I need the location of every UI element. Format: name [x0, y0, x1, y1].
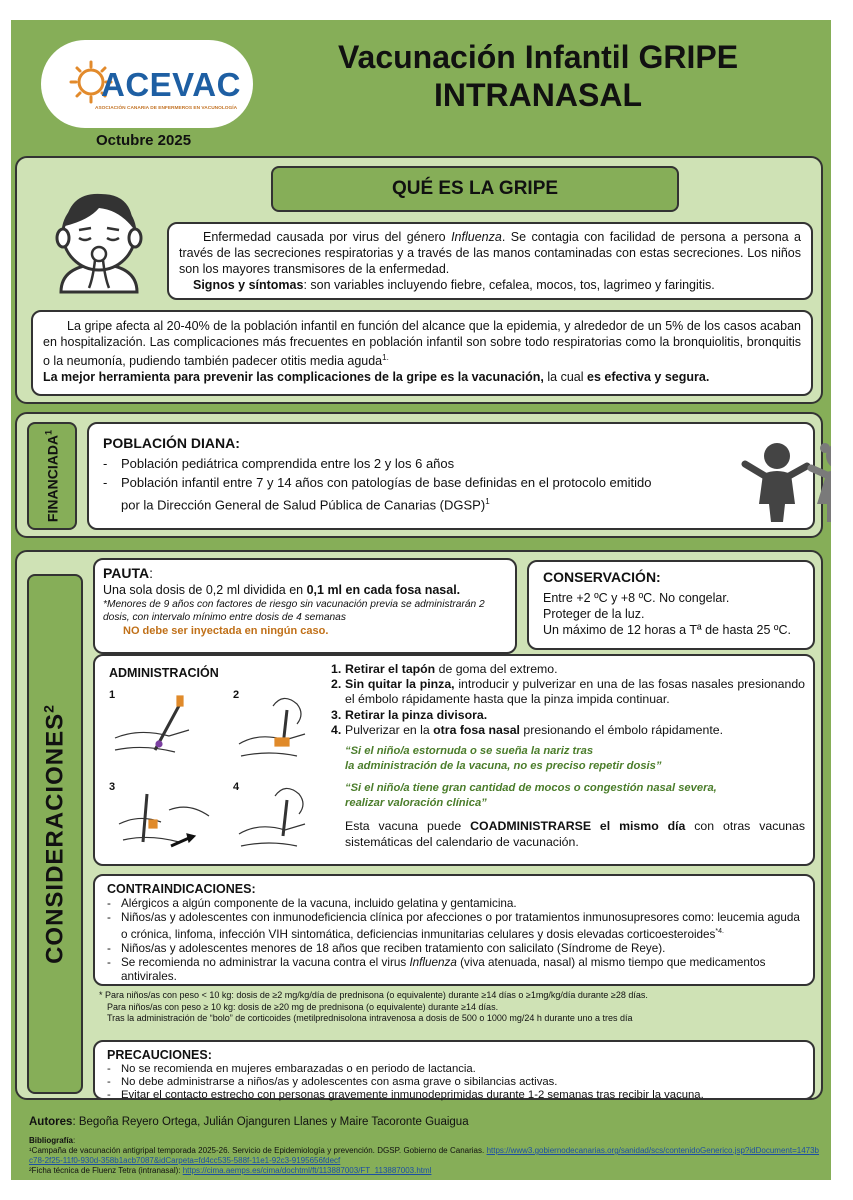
conservacion-heading: CONSERVACIÓN: [543, 569, 661, 585]
step-bold: Retirar la pinza divisora. [345, 707, 488, 722]
poblacion-diana-card [87, 422, 815, 530]
step-2 [331, 677, 805, 707]
footnote-ref: *4. [715, 928, 724, 935]
poster [11, 20, 831, 1180]
step-bold: Retirar el tapón [345, 662, 436, 676]
logo-name: ACEVAC [101, 66, 241, 103]
list-item-text: Se recomienda no administrar la vacuna contra el virus [121, 955, 410, 969]
poster-title [279, 38, 797, 114]
conservacion-line: Proteger de la luz. [543, 607, 645, 621]
list-item-text: Niños/as y adolescentes con inmunodeficiencia clínica por afecciones o por tratamientos inmunosupresores como: leucemia aguda o crónica, linfoma, infección VIH sintomática, deficiencias inmunitarias celulares y dosis elevadas corticoesteroides [121, 911, 800, 941]
sick-child-icon [49, 184, 149, 296]
acevac-logo [41, 40, 253, 128]
pauta-heading [103, 564, 507, 582]
signs-label: Signos y síntomas [193, 278, 304, 292]
title-line-1: Vacunación Infantil GRIPE [337, 39, 739, 75]
list-item-text: No debe administrarse a niños/as y adolescentes con asma grave o sibilancias activas. [121, 1076, 558, 1088]
pauta-text-a: Una sola dosis de 0,2 ml dividida en [103, 583, 307, 597]
step-1 [331, 662, 805, 677]
section-que-es-la-gripe [15, 156, 823, 404]
epidemiology-card [31, 310, 813, 396]
step-3 [331, 708, 805, 723]
nasal-spray-steps-illustration [109, 684, 319, 860]
step-bold: Sin quitar la pinza, [345, 677, 455, 692]
figure-label-2: 2 [233, 689, 240, 701]
authors [29, 1116, 469, 1128]
footnote-ref: 1 [43, 429, 54, 435]
pauta-colon: : [149, 565, 154, 581]
pauta-card [93, 558, 517, 654]
definition-text-cont: . Se contagia con facilidad de persona a persona a través de las secreciones respiratorias y a través de las manos contaminadas con estas secreciones. Los niños son los mayores transmisores de la enfermedad. [179, 230, 801, 276]
precauciones-heading: PRECAUCIONES: [107, 1048, 212, 1062]
quote-line: “Si el niño/a tiene gran cantidad de mocos o congestión nasal severa, [345, 782, 717, 795]
figure-label-4: 4 [233, 781, 240, 793]
figure-label-3: 3 [109, 781, 116, 793]
list-item-text: Población infantil entre 7 y 14 años con patologías de base definidas en el protocolo emitido por la Dirección General de Salud Pública de Canarias (DGSP) [121, 475, 652, 513]
step-number: 3. [331, 707, 342, 722]
step-text-pre: Pulverizar en la [345, 722, 434, 737]
date: Octubre 2025 [96, 132, 192, 149]
list-item: - Alérgicos a algún componente de la vacuna, incluido gelatina y gentamicina. [107, 897, 517, 910]
list-item: - No se recomienda en mujeres embarazadas o en periodo de lactancia. [107, 1063, 476, 1075]
step-4 [331, 723, 805, 738]
list-item: - Población pediátrica comprendida entre los 2 y los 6 años [103, 456, 455, 471]
reference-text: ²Ficha técnica de Fluenz Tetra (intranasal): [29, 1166, 183, 1175]
quote-line: la administración de la vacuna, no es preciso repetir dosis” [345, 759, 662, 772]
conservacion-line: Entre +2 ºC y +8 ºC. No congelar. [543, 591, 730, 605]
pauta-heading-text: PAUTA [103, 565, 150, 581]
list-item: - Se recomienda no administrar la vacuna contra el virus Influenza (viva atenuada, nasal) al mismo tiempo que medicamentos antivirales. [107, 955, 766, 983]
list-item: - Evitar el contacto estrecho con personas gravemente inmunodeprimidas durante 1-2 semanas tras recibir la vacuna. [107, 1089, 704, 1101]
epidemiology-text: La gripe afecta al 20-40% de la población infantil en función del alcance que la epidemia, y alrededor de un 5% de los casos acaban en hospitalización. Las complicaciones más frecuentes en población infantil son sobre todo respiratorias como la bronquiolitis, bronquitis o la neumonía, pudiendo también padecer otitis media aguda [43, 319, 801, 369]
prevention-bold-2: es efectiva y segura. [587, 370, 710, 385]
injection-warning: NO debe ser inyectada en ningún caso. [123, 625, 329, 637]
reference-text: ¹Campaña de vacunación antigripal temporada 2025-26. Servicio de Epidemiología y prevención. DGSP. Gobierno de Canarias. [29, 1146, 487, 1155]
list-item-text: Alérgicos a algún componente de la vacuna, incluido gelatina y gentamicina. [121, 897, 517, 910]
financiada-label [44, 430, 61, 522]
list-item-text: No se recomienda en mujeres embarazadas o en periodo de lactancia. [121, 1063, 476, 1075]
consideraciones-tab [27, 574, 83, 1094]
conservacion-card [527, 560, 815, 650]
quote-sneeze [331, 744, 805, 773]
note-line: Tras la administración de “bolo” de corticoides (metilprednisolona intravenosa a dosis de 500 o 1000 mg/24 h durante uno a tres día [107, 1013, 633, 1023]
coadmin-text-a: Esta vacuna puede [345, 819, 471, 834]
step-number: 1. [331, 662, 342, 676]
poblacion-diana-heading: POBLACIÓN DIANA: [103, 435, 240, 451]
corticoid-notes [99, 990, 799, 1025]
pauta-text-bold: 0,1 ml en cada fosa nasal. [306, 583, 461, 597]
quote-congestion [331, 781, 805, 810]
prevention-bold: La mejor herramienta para prevenir las complicaciones de la gripe es la vacunación, [43, 370, 544, 385]
contraindicaciones-heading: CONTRAINDICACIONES: [107, 882, 256, 896]
list-item: - No debe administrarse a niños/as y adolescentes con asma grave o sibilancias activas. [107, 1076, 558, 1088]
signs-paragraph [179, 277, 801, 293]
logo-subtitle: ASOCIACIÓN CANARIA DE ENFERMEROS EN VACUNOLOGÍA [95, 106, 238, 111]
conservacion-line: Un máximo de 12 horas a Tª de hasta 25 ºC. [543, 623, 791, 637]
reference-link[interactable]: https://www3.gobiernodecanarias.org/sanidad/scs/contenidoGenerico.jsp?idDocument=1473bc78-2f25-11f0-930d-358b1acb7087&idCarpeta=fd4cc535-588f-11e1-92c3-9195656fdecf [29, 1146, 819, 1165]
step-text: introducir y pulverizar en una de las fosas nasales presionando el émbolo rápidamente hasta que la pinza impida continuar. [345, 677, 806, 707]
reference-1 [29, 1146, 819, 1166]
step-text: de goma del extremo. [435, 662, 558, 676]
step-text: presionando el émbolo rápidamente. [519, 722, 723, 737]
influenza-italic: Influenza [451, 230, 502, 244]
precauciones-card [93, 1040, 815, 1100]
pauta-text [103, 582, 507, 598]
list-item-text: Población pediátrica comprendida entre los 2 y los 6 años [121, 456, 455, 471]
step-number: 4. [331, 722, 342, 737]
coadmin-text-b: con otras vacunas sistemáticas del calendario de vacunación. [345, 819, 806, 850]
section-financiada [15, 412, 823, 538]
epidemiology-paragraph [43, 318, 801, 369]
coadmin-bold: COADMINISTRARSE el mismo día [470, 819, 686, 834]
note-line: * Para niños/as con peso < 10 kg: dosis de ≥2 mg/kg/día de prednisona (o equivalente) durante ≥14 días o ≥1mg/kg/día durante ≥28 días. [99, 990, 648, 1000]
authors-text: : Begoña Reyero Ortega, Julián Ojanguren Llanes y Maire Tacoronte Guaigua [72, 1116, 469, 1128]
bibliography-colon: : [73, 1136, 76, 1145]
list-item-text-cont: (viva atenuada, nasal) al mismo tiempo que medicamentos antivirales. [121, 955, 766, 983]
title-line-2: INTRANASAL [434, 77, 642, 113]
pauta-note: *Menores de 9 años con factores de riesgo sin vacunación previa se administrarán 2 dosis, con intervalo mínimo entre dosis de 4 semanas [103, 599, 485, 623]
prevention-mid: la cual [543, 370, 587, 385]
financiada-tab [27, 422, 77, 530]
administracion-steps [331, 662, 805, 850]
list-item: - Población infantil entre 7 y 14 años con patologías de base definidas en el protocolo emitido por la Dirección General de Salud Pública de Canarias (DGSP)$^1$ [103, 475, 652, 513]
quote-line: “Si el niño/a estornuda o se sueña la nariz tras [345, 745, 594, 758]
administracion-heading: ADMINISTRACIÓN [109, 666, 219, 680]
signs-text: : son variables incluyendo fiebre, cefalea, mocos, tos, lagrimeo y faringitis. [303, 278, 715, 292]
administracion-card [93, 654, 815, 866]
list-item-text: Evitar el contacto estrecho con personas gravemente inmunodeprimidas durante 1-2 semanas tras recibir la vacuna. [121, 1089, 704, 1101]
section-consideraciones [15, 550, 823, 1100]
footnote-ref: 1 [485, 497, 490, 506]
reference-link[interactable]: https://cima.aemps.es/cima/dochtml/ft/113887003/FT_113887003.html [182, 1166, 432, 1175]
bibliography [29, 1136, 819, 1176]
step-number: 2. [331, 677, 342, 692]
definition-paragraph [179, 229, 801, 277]
authors-label: Autores [29, 1116, 73, 1128]
consideraciones-label [41, 704, 70, 964]
footnote-ref: 1. [382, 353, 389, 362]
children-icon [741, 442, 831, 522]
coadministration-text [331, 818, 805, 850]
note-line: Para niños/as con peso ≥ 10 kg: dosis de ≥20 mg de prednisona (o equivalente) durante ≥14 días. [107, 1001, 499, 1012]
quote-line: realizar valoración clínica” [345, 796, 487, 809]
consideraciones-text: CONSIDERACIONES [41, 712, 69, 964]
administracion-figures [109, 664, 319, 860]
definition-text: Enfermedad causada por virus del género [203, 230, 452, 244]
influenza-italic: Influenza [409, 955, 457, 969]
contraindicaciones-card [93, 874, 815, 986]
figure-label-1: 1 [109, 689, 116, 701]
list-item: - Niños/as y adolescentes con inmunodeficiencia clínica por afecciones o por tratamientos inmunosupresores como: leucemia aguda o crónica, linfoma, infección VIH sintomática, deficiencias inmunitarias celulares y dosis elevadas corticoesteroides$^{*4.}$ [107, 911, 800, 941]
section-title: QUÉ ES LA GRIPE [271, 166, 679, 212]
list-item-text: Niños/as y adolescentes menores de 18 años que reciben tratamiento con salicilato (Síndrome de Reye). [121, 941, 666, 955]
step-bold: otra fosa nasal [433, 722, 520, 737]
definition-card [167, 222, 813, 300]
prevention-paragraph [43, 369, 801, 385]
footnote-ref: 2 [40, 704, 57, 713]
list-item: - Niños/as y adolescentes menores de 18 años que reciben tratamiento con salicilato (Síndrome de Reye). [107, 941, 666, 955]
reference-2 [29, 1166, 819, 1176]
bibliography-label: Bibliografía [29, 1136, 74, 1145]
bibliography-heading [29, 1136, 819, 1146]
financiada-text: FINANCIADA [44, 434, 61, 523]
